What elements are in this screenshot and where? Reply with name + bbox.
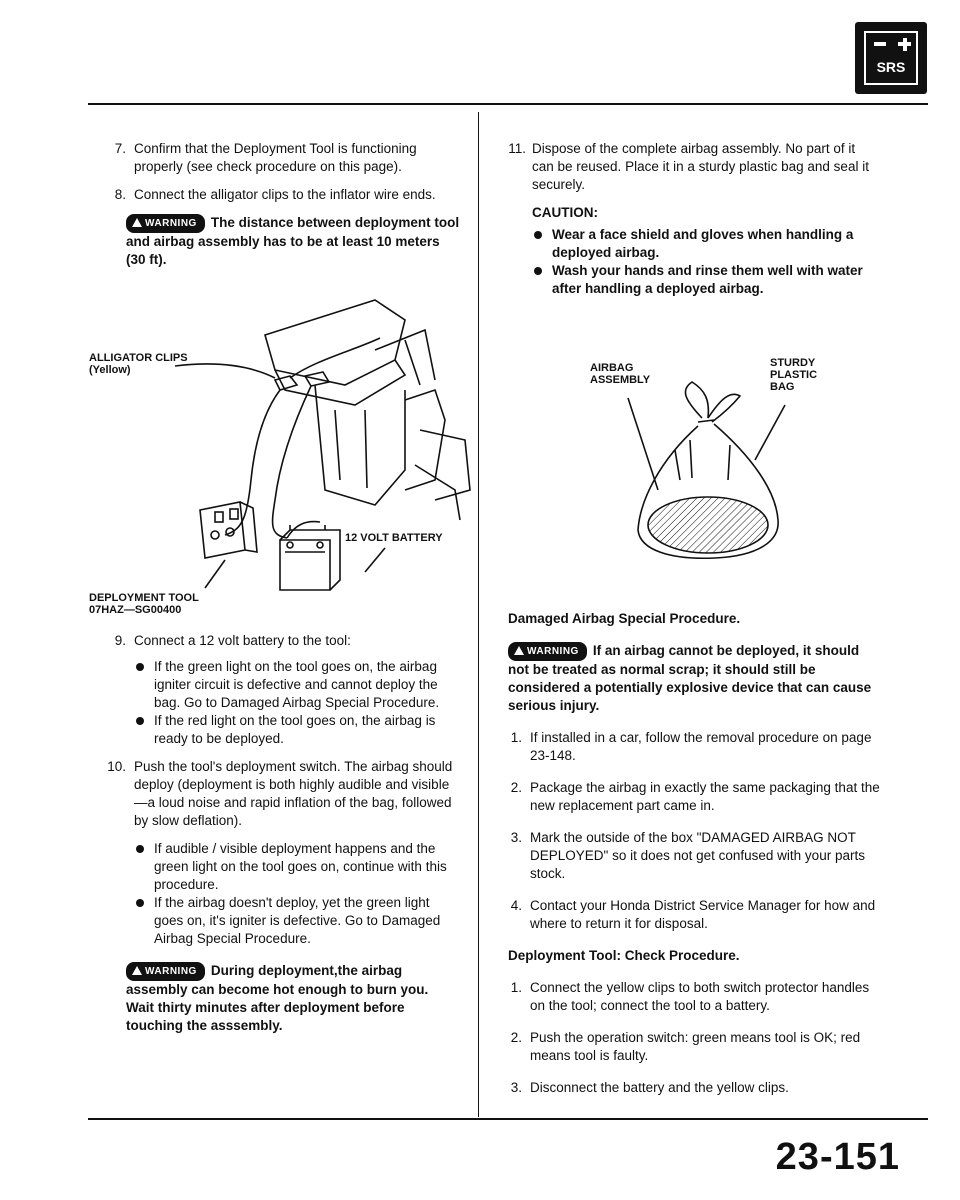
- step-10: [90, 758, 460, 830]
- step-11: [508, 140, 880, 194]
- damaged-step-2: [508, 779, 880, 815]
- warning-badge: [126, 962, 205, 981]
- check-procedure-title: Deployment Tool: Check Procedure.: [508, 948, 740, 963]
- srs-battery-icon: [855, 22, 927, 94]
- caution-item: Wear a face shield and gloves when handling a deployed airbag.: [532, 226, 880, 262]
- bullet-item: If the green light on the tool goes on, the airbag igniter circuit is defective and cannot deploy the bag. Go to Damaged Airbag Special Procedure.: [134, 658, 460, 712]
- warning-text: If an airbag cannot be deployed, it should not be treated as normal scrap; it should still be considered a potentially explosive device that can cause serious injury.: [508, 643, 872, 713]
- srs-label: SRS: [876, 59, 906, 75]
- check-step-2: [508, 1029, 880, 1065]
- caution-title: CAUTION:: [532, 205, 598, 220]
- label-battery: 12 VOLT BATTERY: [345, 532, 443, 544]
- step-number: 4.: [510, 898, 522, 913]
- step-text: Confirm that the Deployment Tool is functioning properly (see check procedure on this page).: [134, 141, 417, 174]
- step-text: Connect the alligator clips to the inflator wire ends.: [134, 187, 436, 202]
- warning-label: WARNING: [145, 218, 197, 229]
- step-text: If installed in a car, follow the removal procedure on page 23-148.: [530, 730, 872, 763]
- label-deployment-tool: DEPLOYMENT TOOL: [89, 592, 199, 604]
- page-number: 23-151: [775, 1136, 900, 1178]
- deployment-figure: [75, 290, 475, 620]
- column-divider: [478, 112, 479, 1117]
- deployment-illustration: [75, 290, 475, 620]
- step-9-bullets: [90, 658, 460, 748]
- top-rule: [88, 103, 928, 105]
- step-number: 8.: [114, 187, 126, 202]
- step-number: 7.: [114, 141, 126, 156]
- step-number: 1.: [510, 730, 522, 745]
- step-9: [90, 632, 460, 650]
- step-number: 10.: [107, 759, 126, 774]
- warning-triangle-icon: [132, 218, 142, 227]
- warning-block-1: [90, 214, 460, 269]
- label-tool-part-number: 07HAZ—SG00400: [89, 604, 182, 616]
- step-8: [90, 186, 460, 204]
- step-text: Push the tool's deployment switch. The airbag should deploy (deployment is both highly audible and visible—a loud noise and rapid inflation of the bag, followed by slow deflation).: [134, 759, 453, 828]
- step-number: 1.: [510, 980, 522, 995]
- warning-triangle-icon: [514, 646, 524, 655]
- warning-badge: [126, 214, 205, 233]
- check-step-3: [508, 1079, 880, 1097]
- step-7: [90, 140, 460, 176]
- bullet-item: If audible / visible deployment happens and the green light on the tool goes on, continue with this procedure.: [134, 840, 460, 894]
- damaged-procedure-title: Damaged Airbag Special Procedure.: [508, 611, 741, 626]
- warning-text: During deployment,the airbag assembly can become hot enough to burn you. Wait thirty minutes after deployment before touching the asssembly.: [126, 963, 429, 1033]
- airbag-bag-figure: [580, 357, 840, 580]
- step-number: 9.: [114, 633, 126, 648]
- warning-badge: [508, 642, 587, 661]
- damaged-step-4: [508, 897, 880, 933]
- label-sturdy: STURDY: [770, 357, 816, 369]
- step-text: Contact your Honda District Service Manager for how and where to return it for disposal.: [530, 898, 876, 931]
- label-bag: BAG: [770, 381, 795, 393]
- step-10-bullets: [90, 840, 460, 948]
- left-column-lower: [90, 632, 460, 1035]
- label-alligator-clips: ALLIGATOR CLIPS: [89, 352, 188, 364]
- bottom-rule: [88, 1118, 928, 1120]
- label-clips-color: (Yellow): [89, 364, 131, 376]
- step-text: Push the operation switch: green means tool is OK; red means tool is faulty.: [530, 1030, 861, 1063]
- step-number: 11.: [508, 141, 526, 156]
- warning-text: The distance between deployment tool and airbag assembly has to be at least 10 meters (30 ft).: [126, 215, 460, 267]
- warning-block-3: [508, 642, 880, 715]
- label-airbag: AIRBAG: [590, 362, 634, 374]
- right-column-lower: [508, 610, 880, 1097]
- label-assembly: ASSEMBLY: [590, 374, 651, 386]
- right-column: [508, 140, 880, 298]
- caution-item: Wash your hands and rinse them well with water after handling a deployed airbag.: [532, 262, 880, 298]
- damaged-step-3: [508, 829, 880, 883]
- step-number: 3.: [510, 1080, 522, 1095]
- warning-label: WARNING: [145, 966, 197, 977]
- step-text: Dispose of the complete airbag assembly. No part of it can be reused. Place it in a sturdy plastic bag and seal it securely.: [532, 141, 869, 192]
- check-step-1: [508, 979, 880, 1015]
- bullet-item: If the airbag doesn't deploy, yet the green light goes on, it's igniter is defective. Go to Damaged Airbag Special Procedure.: [134, 894, 460, 948]
- warning-label: WARNING: [527, 646, 579, 657]
- step-number: 2.: [510, 1030, 522, 1045]
- step-text: Connect a 12 volt battery to the tool:: [134, 633, 351, 648]
- step-number: 3.: [510, 830, 522, 845]
- plastic-bag-illustration: [580, 360, 840, 580]
- warning-triangle-icon: [132, 966, 142, 975]
- bullet-item: If the red light on the tool goes on, the airbag is ready to be deployed.: [134, 712, 460, 748]
- step-text: Package the airbag in exactly the same packaging that the new replacement part came in.: [530, 780, 880, 813]
- step-text: Mark the outside of the box "DAMAGED AIRBAG NOT DEPLOYED" so it does not get confused with your parts stock.: [530, 830, 865, 881]
- step-text: Disconnect the battery and the yellow clips.: [530, 1080, 789, 1095]
- step-number: 2.: [510, 780, 522, 795]
- left-column: [90, 140, 460, 269]
- caution-block: [508, 204, 880, 298]
- step-text: Connect the yellow clips to both switch protector handles on the tool; connect the tool to a battery.: [530, 980, 870, 1013]
- warning-block-2: [90, 962, 460, 1035]
- damaged-step-1: [508, 729, 880, 765]
- label-plastic: PLASTIC: [770, 369, 818, 381]
